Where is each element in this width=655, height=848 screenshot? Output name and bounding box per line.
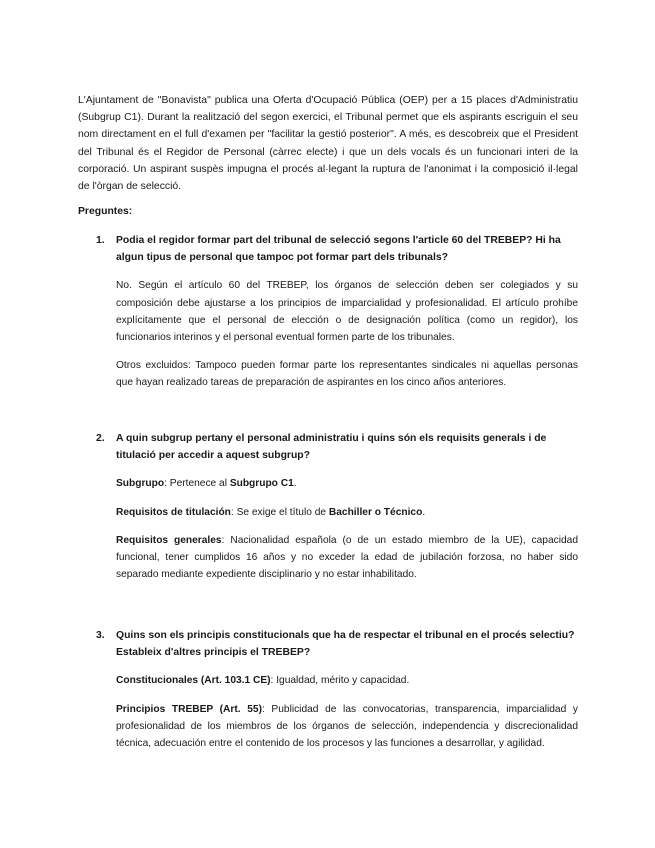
intro-paragraph: L'Ajuntament de "Bonavista" publica una Oferta d'Ocupació Pública (OEP) per a 15 places d'Administratiu (Subgrup C1). Durant la realització del segon exercici, el Tribunal permet que els aspirants escriguin el seu nom directament en el full d'examen per "facilitar la gestió posterior". A més, es descobreix que el President del Tribunal és el Regidor de Personal (càrrec electe) i que un dels vocals és un funcionari interi de la corporació. Un aspirant suspès impugna el procés al·legant la ruptura de l'anonimat i la composició il·legal de l'òrgan de selecció. [78, 95, 578, 193]
answer-titulation [116, 504, 578, 521]
question-title: Podia el regidor formar part del tribunal de selecció segons l'article 60 del TREBEP? Hi ha algun tipus de personal que tampoc pot formar part dels tribunals? [116, 235, 561, 264]
question-number: 2. [96, 433, 105, 444]
answer-subgroup [116, 475, 578, 492]
answer-label: Requisitos generales [116, 534, 222, 546]
answer-text: : Igualdad, mérito y capacidad. [270, 675, 410, 687]
answer-paragraph: Otros excluidos: Tampoco pueden formar parte los representantes sindicales ni aquellas personas que hayan realizado tareas de preparación de aspirantes en los cinco años anteriores. [116, 360, 578, 389]
answer-text: : Publicidad de las convocatorias, transparencia, imparcialidad y profesionalidad de los miembros de los órganos de selección, independencia y discrecionalidad técnica, adecuación entre el contenido de los procesos y las funciones a desarrollar, y agilidad. [116, 703, 578, 750]
question-title: Quins son els principis constitucionals que ha de respectar el tribunal en el procés selectiu? Estableix d'altres principis el TREBEP? [116, 630, 575, 659]
question-1 [96, 232, 578, 392]
answer-text: . [422, 506, 426, 518]
answer-label: Principios TREBEP (Art. 55) [116, 703, 262, 715]
answer-general-requirements [116, 532, 578, 584]
question-number: 3. [96, 630, 105, 641]
question-3 [96, 627, 578, 752]
answer-text: : Pertenece al [164, 478, 230, 490]
questions-heading: Preguntes: [78, 206, 133, 217]
answer-text: : Se exige el título de [230, 506, 329, 518]
question-title: A quin subgrup pertany el personal administratiu i quins són els requisits generals i de titulació per accedir a aquest subgrup? [116, 433, 547, 462]
answer-label: Requisitos de titulación [116, 506, 231, 518]
question-number: 1. [96, 235, 105, 246]
answer-text: . [293, 478, 297, 490]
answer-highlight: Subgrupo C1 [229, 478, 294, 490]
answer-trebep-principles [116, 701, 578, 753]
answer-label: Subgrupo [116, 478, 165, 490]
answer-constitutional [116, 672, 578, 689]
answer-text: : Nacionalidad española (o de un estado miembro de la UE), capacidad funcional, tener cumplidos 16 años y no exceder la edad de jubilación forzosa, no haber sido separado mediante expediente disciplinario y no estar inhabilitado. [116, 534, 578, 581]
answer-label: Constitucionales (Art. 103.1 CE) [116, 675, 271, 687]
answer-highlight: Bachiller o Técnico [328, 506, 423, 518]
answer-paragraph: No. Según el artículo 60 del TREBEP, los órganos de selección deben ser colegiados y su composición debe ajustarse a los principios de imparcialidad y profesionalidad. El artículo prohíbe explícitamente que el personal de elección o de designación política (como un regidor), los funcionarios interinos y el personal eventual formen parte de los tribunales. [116, 280, 578, 344]
question-2 [96, 430, 578, 583]
